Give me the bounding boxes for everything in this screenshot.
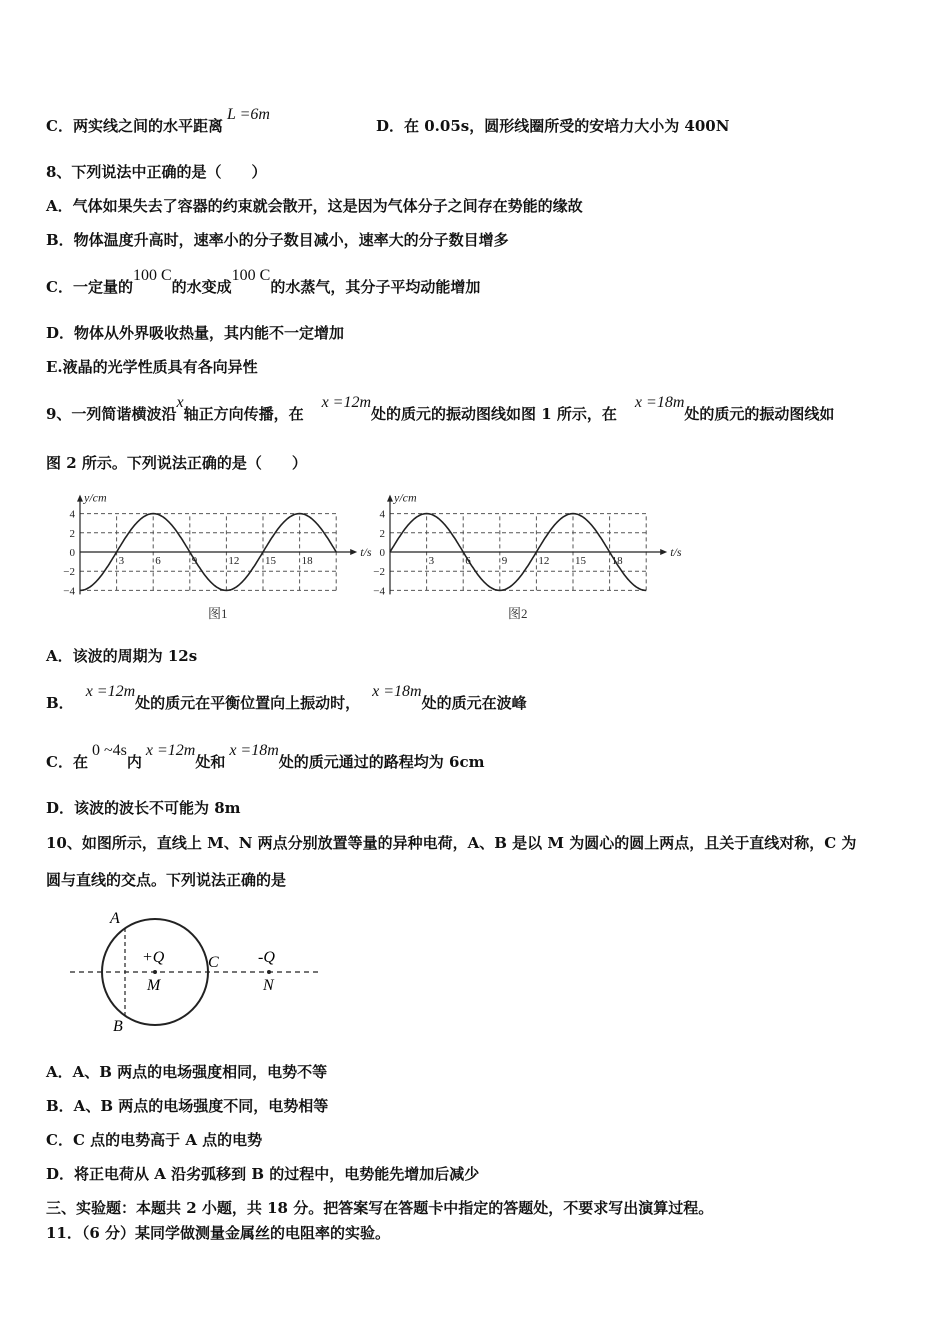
q9-stem-part3: 处的质元的振动图线如图 1 所示，在 [371, 405, 617, 423]
label-a: A [110, 910, 120, 927]
q9-option-b [46, 683, 527, 714]
q9-option-b-label: B． [46, 694, 74, 712]
t-axis-label: t/s [360, 545, 372, 559]
q9-stem-x: x [176, 394, 184, 411]
t-axis-label: t/s [670, 545, 682, 559]
q9-option-c-part2: 处和 [195, 753, 226, 771]
y-tick-label: 0 [69, 547, 75, 559]
x-tick-label: 15 [575, 555, 586, 567]
y-tick-label: 2 [379, 527, 385, 540]
figure-2-caption: 图2 [508, 606, 528, 621]
q10-option-c: C．C 点的电势高于 A 点的电势 [46, 1131, 263, 1149]
q9-option-b-part2: 处的质元在波峰 [421, 694, 527, 712]
q10-stem-line2: 圆与直线的交点。下列说法正确的是 [46, 871, 287, 889]
label-n: N [263, 977, 274, 994]
q11-stem: 11．（6 分）某同学做测量金属丝的电阻率的实验。 [46, 1224, 391, 1242]
x-tick-label: 12 [538, 555, 550, 567]
q10-option-a: A．A、B 两点的电场强度相同，电势不等 [46, 1063, 328, 1081]
q9-option-b-part1: 处的质元在平衡位置向上振动时， [135, 694, 361, 712]
q9-option-c-formula-3: x =18m [229, 742, 279, 759]
q9-stem-line1 [46, 394, 835, 425]
q9-option-d: D．该波的波长不可能为 8m [46, 799, 241, 817]
q8-option-a: A．气体如果失去了容器的约束就会散开，这是因为气体分子之间存在势能的缘故 [46, 197, 583, 215]
y-tick-label: −4 [373, 585, 385, 598]
x-tick-label: 6 [155, 555, 161, 567]
section3-heading: 三、实验题：本题共 2 小题，共 18 分。把答案写在答题卡中指定的答题处，不要求写出演算过程。 [46, 1199, 714, 1217]
q10-stem-line1: 10、如图所示，直线上 M、N 两点分别放置等量的异种电荷，A、B 是以 M 为圆心的圆上两点，且关于直线对称，C 为 [46, 834, 857, 852]
q9-option-b-formula-1: x =12m [85, 683, 136, 700]
q8-option-c-formula-1: 100 C [132, 267, 172, 284]
q7-option-c [46, 106, 270, 137]
q10-charge-figure [60, 900, 330, 1040]
q8-option-c-mid: 的水变成 [171, 278, 232, 296]
q9-option-c-label: C．在 [46, 753, 88, 771]
q8-option-b: B．物体温度升高时，速率小的分子数目减小，速率大的分子数目增多 [46, 231, 509, 249]
q9-option-c-formula-2: x =12m [145, 742, 196, 759]
x-tick-label: 3 [118, 555, 125, 567]
x-tick-label: 3 [428, 555, 435, 567]
y-tick-label: −4 [63, 585, 75, 598]
y-axis-label: y/cm [394, 490, 417, 505]
y-axis-label: y/cm [84, 490, 107, 505]
y-tick-label: 4 [69, 508, 75, 521]
y-axis-arrow [387, 495, 393, 502]
label-plus-q: +Q [142, 949, 165, 966]
q9-stem-part2: 轴正方向传播，在 [183, 405, 304, 423]
y-tick-label: 0 [379, 547, 385, 559]
q9-option-c-part1: 内 [126, 753, 142, 771]
q8-stem: 8、下列说法中正确的是（ ） [46, 163, 267, 181]
label-c: C [208, 954, 219, 971]
q8-option-d: D．物体从外界吸收热量，其内能不一定增加 [46, 324, 345, 342]
q10-option-d: D．将正电荷从 A 沿劣弧移到 B 的过程中，电势能先增加后减少 [46, 1165, 480, 1183]
y-tick-label: −2 [63, 566, 75, 579]
figure-2-chart [373, 491, 682, 598]
q9-stem-line2: 图 2 所示。下列说法正确的是（ ） [46, 454, 307, 472]
x-tick-label: 9 [191, 555, 198, 567]
y-tick-label: 4 [379, 508, 385, 521]
q8-option-c-prefix: C．一定量的 [46, 278, 133, 296]
x-axis-arrow [350, 549, 357, 555]
figure-1-chart [63, 491, 372, 598]
point-n [267, 970, 271, 974]
y-axis-arrow [77, 495, 83, 502]
label-b: B [113, 1018, 123, 1035]
x-tick-label: 18 [611, 555, 623, 567]
q9-vibration-figures [50, 480, 700, 630]
y-tick-label: −2 [373, 566, 385, 579]
q7-option-c-formula: L =6m [226, 106, 270, 123]
q9-option-b-formula-2: x =18m [372, 683, 422, 700]
x-tick-label: 9 [501, 555, 508, 567]
x-axis-arrow [660, 549, 667, 555]
q9-stem-part4: 处的质元的振动图线如 [684, 405, 835, 423]
q8-option-c-suffix: 的水蒸气，其分子平均动能增加 [270, 278, 481, 296]
q9-option-c-formula-1: 0 ~4s [91, 742, 127, 759]
q8-option-c [46, 267, 481, 298]
q9-stem-formula-2: x =18m [634, 394, 685, 411]
q10-option-b: B．A、B 两点的电场强度不同，电势相等 [46, 1097, 329, 1115]
figure-1-caption: 图1 [208, 606, 228, 621]
y-tick-label: 2 [69, 527, 75, 540]
q9-stem-formula-1: x =12m [321, 394, 372, 411]
x-tick-label: 18 [301, 555, 313, 567]
q9-stem-part1: 9、一列简谐横波沿 [46, 405, 177, 423]
q7-option-c-text: C．两实线之间的水平距离 [46, 117, 223, 135]
x-tick-label: 15 [265, 555, 276, 567]
label-minus-q: -Q [258, 949, 275, 966]
q7-option-d: D．在 0.05s，圆形线圈所受的安培力大小为 400N [376, 117, 730, 135]
x-tick-label: 12 [228, 555, 240, 567]
q8-option-c-formula-2: 100 C [231, 267, 271, 284]
q9-option-c [46, 742, 485, 773]
q8-option-e: E.液晶的光学性质具有各向异性 [46, 358, 258, 376]
point-m [153, 970, 157, 974]
label-m: M [147, 977, 161, 994]
q9-option-c-part3: 处的质元通过的路程均为 6cm [278, 753, 485, 771]
x-tick-label: 6 [465, 555, 471, 567]
q9-option-a: A．该波的周期为 12s [46, 647, 198, 665]
